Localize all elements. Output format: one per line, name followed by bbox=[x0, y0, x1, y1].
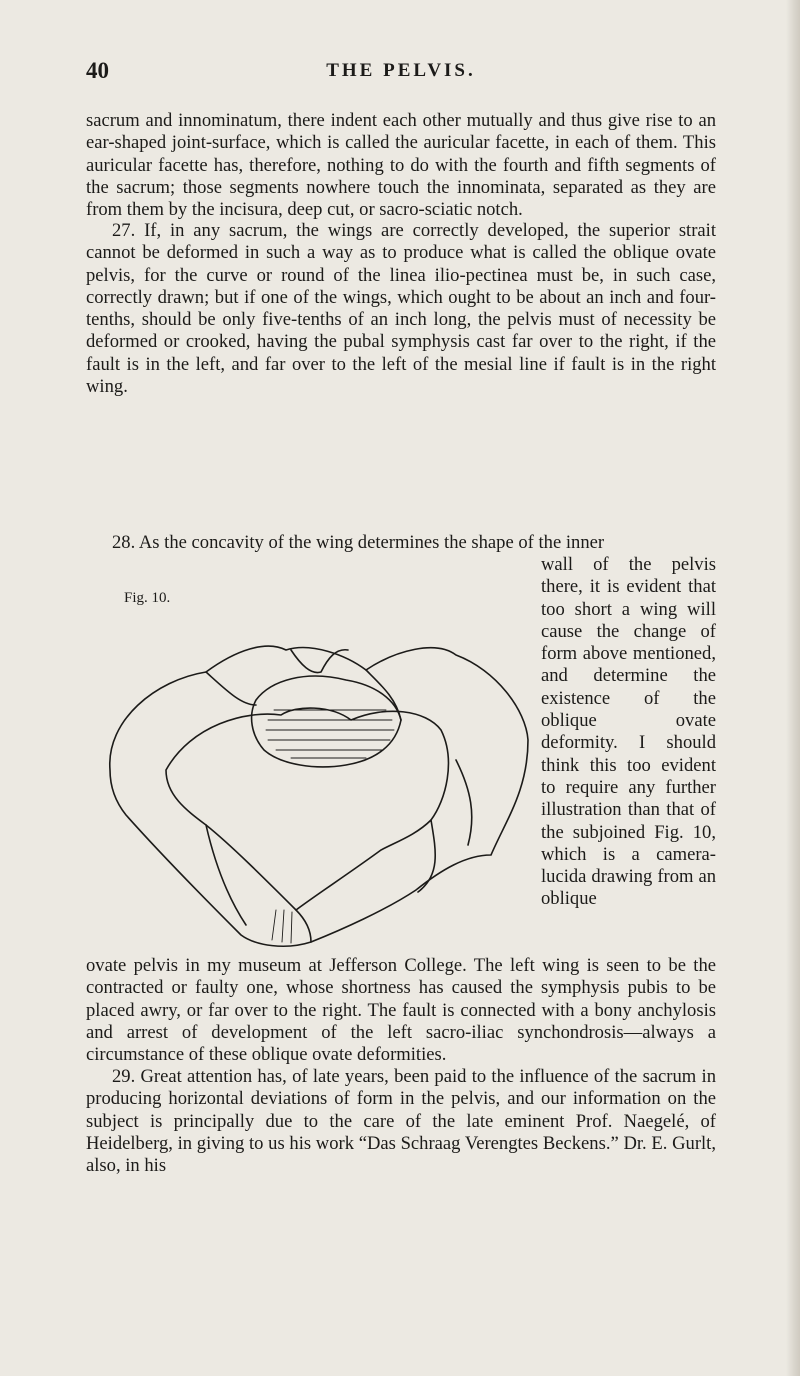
sacrum-hatching bbox=[266, 710, 394, 758]
spine-stub bbox=[291, 650, 348, 673]
pelvis-outer-outline bbox=[110, 646, 528, 946]
pelvis-figure bbox=[96, 610, 536, 950]
sacrum-outline bbox=[252, 676, 401, 767]
paragraph-28-first-line: 28. As the concavity of the wing determines the shape of the inner bbox=[112, 532, 605, 553]
pubic-symphysis bbox=[296, 910, 311, 942]
figure-caption: Fig. 10. bbox=[124, 590, 171, 606]
running-head: THE PELVIS. bbox=[326, 60, 476, 81]
paragraph-27: 27. If, in any sacrum, the wings are correctly developed, the superior strait cannot be deformed in such a way as to produce what is called the oblique ovate pelvis, for the curve or round of the linea ilio-pectinea must be, in such case, correctly drawn; but if one of the wings, which ought to be about an inch and four-tenths, should be only five-tenths of an inch long, the pelvis must of necessity be deformed or crooked, having the pubal symphysis cast far over to the right, if the fault is in the left, and far over to the left of the mesial line if fault is in the right wing. bbox=[86, 220, 716, 398]
right-acetabular-line bbox=[456, 760, 472, 845]
paragraph-28-side-column: wall of the pelvis there, it is evident that too short a wing will cause the change of form above mentioned, and determine the existence of the oblique ovate deformity. I should think this too evident to require any further illustration than that of the subjoined Fig. 10, which is a camera-lucida drawing from an oblique bbox=[541, 554, 716, 910]
paragraph-28-continued: ovate pelvis in my museum at Jefferson College. The left wing is seen to be the contracted or faulty one, whose shortness has caused the symphysis pubis to be placed awry, or far over to the right. The fault is connected with a bony anchylosis and arrest of development of the left sacro-iliac synchondrosis—always a circumstance of these oblique ovate deformities. bbox=[86, 955, 716, 1066]
symphysis-hatching bbox=[272, 910, 292, 943]
page-number: 40 bbox=[86, 58, 109, 83]
page-edge-shadow bbox=[786, 0, 800, 1376]
paragraph-29: 29. Great attention has, of late years, been paid to the influence of the sacrum in producing horizontal deviations of form in the pelvis, and our information on the subject is principally due to the care of the late eminent Prof. Naegelé, of Heidelberg, in giving to us his work “Das Schraag Verengtes Beckens.” Dr. E. Gurlt, also, in his bbox=[86, 1066, 716, 1177]
sacral-wing-left bbox=[206, 672, 256, 705]
page-header bbox=[86, 58, 716, 88]
paragraph-1: sacrum and innominatum, there indent each other mutually and thus give rise to an ear-shaped joint-surface, which is called the auricular facette, in each of them. This auricular facette has, therefore, nothing to do with the fourth and fifth segments of the sacrum; those segments nowhere touch the innominata, separated as they are from them by the incisura, deep cut, or sacro-sciatic notch. bbox=[86, 110, 716, 221]
pelvis-inner-brim bbox=[166, 708, 448, 910]
left-ischial-line bbox=[206, 825, 246, 925]
